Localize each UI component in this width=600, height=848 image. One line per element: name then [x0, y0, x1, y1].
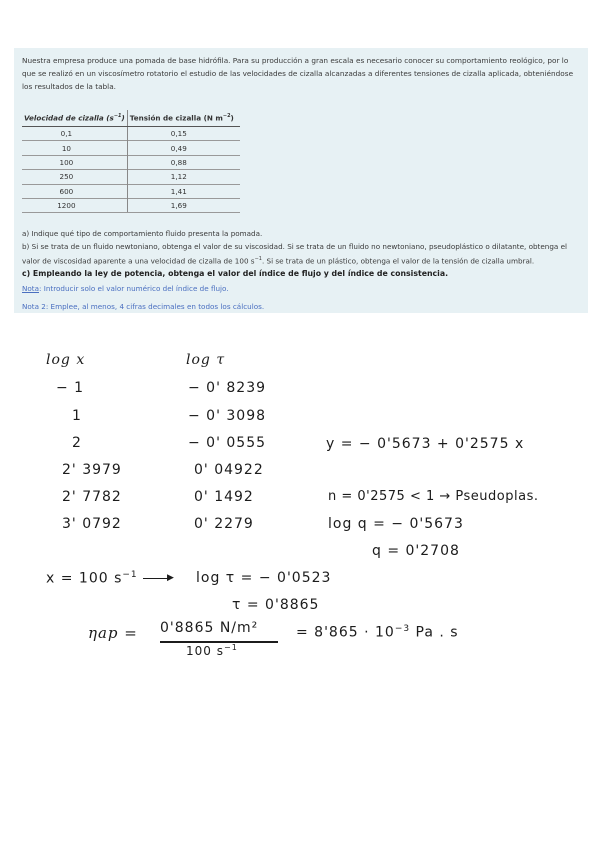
note-1: Nota: Introducir solo el valor numérico del índice de flujo.	[22, 283, 229, 293]
log-x-value: 3' 0792	[62, 516, 122, 532]
question-c: c) Empleando la ley de potencia, obtenga el valor del índice de flujo y del índice de consistencia.	[22, 269, 449, 279]
log-x-value: 1	[72, 408, 82, 424]
log-x-value: 2' 3979	[62, 462, 122, 478]
consistency-index: q = 0'2708	[372, 543, 460, 559]
given-shear-rate: x = 100 $s^{-1}$	[46, 570, 138, 587]
viscosity-denominator: 100 $s^{-1}$	[186, 643, 238, 658]
shear-stress-header: Tensión de cizalla (N $m^{-2}$)	[127, 110, 240, 127]
log-x-value: 2	[72, 435, 82, 451]
log-consistency: log q = − 0'5673	[328, 516, 464, 532]
tau-value: τ = 0'8865	[232, 597, 320, 613]
table-row: 10 0,49	[22, 141, 240, 155]
log-tau-given: log τ = − 0'0523	[196, 570, 332, 586]
table-row: 100 0,88	[22, 155, 240, 169]
problem-statement-box	[14, 48, 588, 313]
table-header-row	[22, 110, 240, 127]
question-b: b) Si se trata de un fluido newtoniano, obtenga el valor de su viscosidad. Si se trata de un fluido no newtoniano, pseudoplástico o dilatante, obtenga el valor de viscosidad aparente a una velocidad de cizalla de 100 $s^{-1}$. Si se trata de un plástico, obtenga el valor de la tensión de cizalla umbral.	[22, 241, 568, 266]
note-2: Nota 2: Emplee, al menos, 4 cifras decimales en todos los cálculos.	[22, 302, 265, 312]
table-row: 600 1,41	[22, 184, 240, 198]
table-row: 250 1,12	[22, 170, 240, 184]
log-tau-value: − 0' 0555	[188, 435, 267, 451]
log-x-header: log x	[46, 352, 86, 368]
log-tau-header: log τ	[186, 352, 226, 368]
table-row: 1200 1,69	[22, 198, 240, 212]
regression-equation: y = − 0'5673 + 0'2575 x	[326, 436, 525, 452]
problem-intro: Nuestra empresa produce una pomada de base hidrófila. Para su producción a gran escala es necesario conocer su comportamiento reológico, por lo que se realizó en un viscosímetro rotatorio el estudio de las velocidades de cizalla alcanzadas a diferentes tensiones de cizalla aplicada, obteniéndose los resultados de la tabla.	[22, 56, 574, 91]
question-a: a) Indique qué tipo de comportamiento fluido presenta la pomada.	[22, 229, 263, 238]
log-tau-value: 0' 2279	[194, 516, 254, 532]
log-tau-value: 0' 1492	[194, 489, 254, 505]
table-row: 0,1 0,15	[22, 127, 240, 141]
questions-block	[22, 228, 582, 314]
arrow-right-icon: ▶	[167, 573, 174, 583]
log-tau-value: − 0' 8239	[188, 380, 267, 396]
viscosity-numerator: 0'8865 N/m²	[160, 620, 259, 636]
viscosity-result: = $8'865 \cdot 10^{-3}$ Pa . s	[296, 624, 459, 641]
flow-index-result: n = 0'2575 < 1 → Pseudoplas.	[328, 489, 539, 504]
log-x-value: − 1	[56, 380, 85, 396]
log-tau-value: − 0' 3098	[188, 408, 267, 424]
log-tau-value: 0' 04922	[194, 462, 264, 478]
apparent-viscosity-label: ηap =	[88, 624, 138, 642]
log-x-value: 2' 7782	[62, 489, 122, 505]
shear-data-table	[22, 110, 240, 213]
shear-rate-header: Velocidad de cizalla $(s^{-1})$	[22, 110, 127, 127]
